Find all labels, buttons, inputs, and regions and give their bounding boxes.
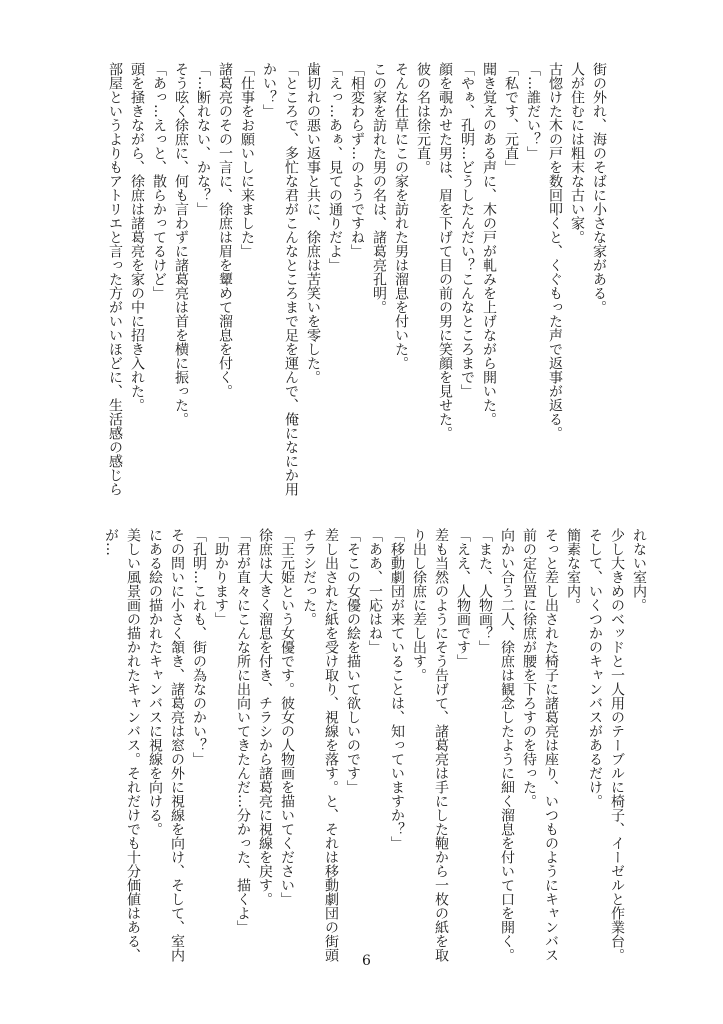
text-line: 「孔明…これも、街の為なのかい？」 (191, 528, 207, 766)
text-line: 「私です、元直」 (503, 62, 519, 174)
text-line: 「ああ、一応はね」 (367, 528, 383, 654)
text-line: かい？」 (261, 62, 277, 118)
text-line: この家を訪れた男の名は、諸葛亮孔明。 (371, 62, 387, 314)
text-line: 「助かります」 (213, 528, 229, 626)
text-block-top (92, 62, 610, 512)
text-line: 古惚けた木の戸を数回叩くと、くぐもった声で返事が返る。 (547, 62, 563, 440)
text-line: 「ええ、人物画です」 (455, 528, 471, 668)
text-line: そして、いくつかのキャンバスがあるだけ。 (587, 528, 603, 808)
text-block-bottom (92, 528, 650, 968)
text-line: 「やぁ、孔明…どうしたんだい？こんなところまで」 (459, 62, 475, 398)
text-line: 歯切れの悪い返事と共に、徐庶は苦笑いを零した。 (305, 62, 321, 384)
text-line: 聞き覚えのある声に、木の戸が軋みを上げながら開いた。 (481, 62, 497, 426)
text-line: 向かい合う二人、徐庶は観念したように細く溜息を付いて口を開く。 (499, 528, 515, 962)
text-line: 彼の名は徐元直。 (415, 62, 431, 174)
text-line: 簡素な室内。 (565, 528, 581, 612)
text-line: 美しい風景画の描かれたキャンバス。それだけでも十分価値はある、 (125, 528, 141, 962)
text-line: 顔を覗かせた男は、眉を下げて目の前の男に笑顔を見せた。 (437, 62, 453, 440)
text-line: チラシだった。 (301, 528, 317, 626)
text-line: 「王元姫という女優です。彼女の人物画を描いてください」 (279, 528, 295, 906)
text-line: 前の定位置に徐庶が腰を下ろすのを待った。 (521, 528, 537, 808)
text-line: その問いに小さく頷き、諸葛亮は窓の外に視線を向け、そして、室内 (169, 528, 185, 962)
text-line: 「仕事をお願いしに来ました」 (239, 62, 255, 258)
text-line: 差も当然のようにそう告げて、諸葛亮は手にした鞄から一枚の紙を取 (433, 528, 449, 962)
text-line: 徐庶は大きく溜息を付き、チラシから諸葛亮に視線を戻す。 (257, 528, 273, 906)
page-number: 6 (362, 953, 371, 969)
text-line: そっと差し出された椅子に諸葛亮は座り、いつものようにキャンバス (543, 528, 559, 962)
text-line: 街の外れ、海のそばに小さな家がある。 (591, 62, 607, 314)
text-line: 「…誰だい？」 (525, 62, 541, 160)
text-line: にある絵の描かれたキャンバスに視線を向ける。 (147, 528, 163, 836)
text-line: 「相変わらず…のようですね」 (349, 62, 365, 258)
text-line: り出し徐庶に差し出す。 (411, 528, 427, 682)
text-line: が… (103, 528, 119, 556)
text-line: 「また、人物画？」 (477, 528, 493, 654)
text-line: 少し大きめのベッドと一人用のテーブルに椅子、イーゼルと作業台。 (609, 528, 625, 962)
text-line: 「あっ…えっと、散らかってるけど」 (151, 62, 167, 300)
text-line: 「ところで、多忙な君がこんなところまで足を運んで、俺になにか用 (283, 62, 299, 496)
text-line: そんな仕草にこの家を訪れた男は溜息を付いた。 (393, 62, 409, 370)
text-line: 差し出された紙を受け取り、視線を落す。と、それは移動劇団の街頭 (323, 528, 339, 962)
text-line: 人が住むには粗末な古い家。 (569, 62, 585, 244)
text-line: そう呟く徐庶に、何も言わずに諸葛亮は首を横に振った。 (173, 62, 189, 426)
text-line: 「えっ…あぁ、見ての通りだよ」 (327, 62, 343, 272)
text-line: 「…断れない、かな？」 (195, 62, 211, 216)
text-line: 「そこの女優の絵を描いて欲しいのです」 (345, 528, 361, 794)
text-line: 諸葛亮のその一言に、徐庶は眉を顰めて溜息を付く。 (217, 62, 233, 398)
text-line: 「移動劇団が来ていることは、知っていますか？」 (389, 528, 405, 850)
text-line: 部屋というよりもアトリエと言った方がいいほどに、生活感の感じら (107, 62, 123, 496)
text-line: れない室内。 (631, 528, 647, 612)
text-line: 頭を掻きながら、徐庶は諸葛亮を家の中に招き入れた。 (129, 62, 145, 412)
text-line: 「君が直々にこんな所に出向いてきたんだ…分かった、描くよ」 (235, 528, 251, 934)
